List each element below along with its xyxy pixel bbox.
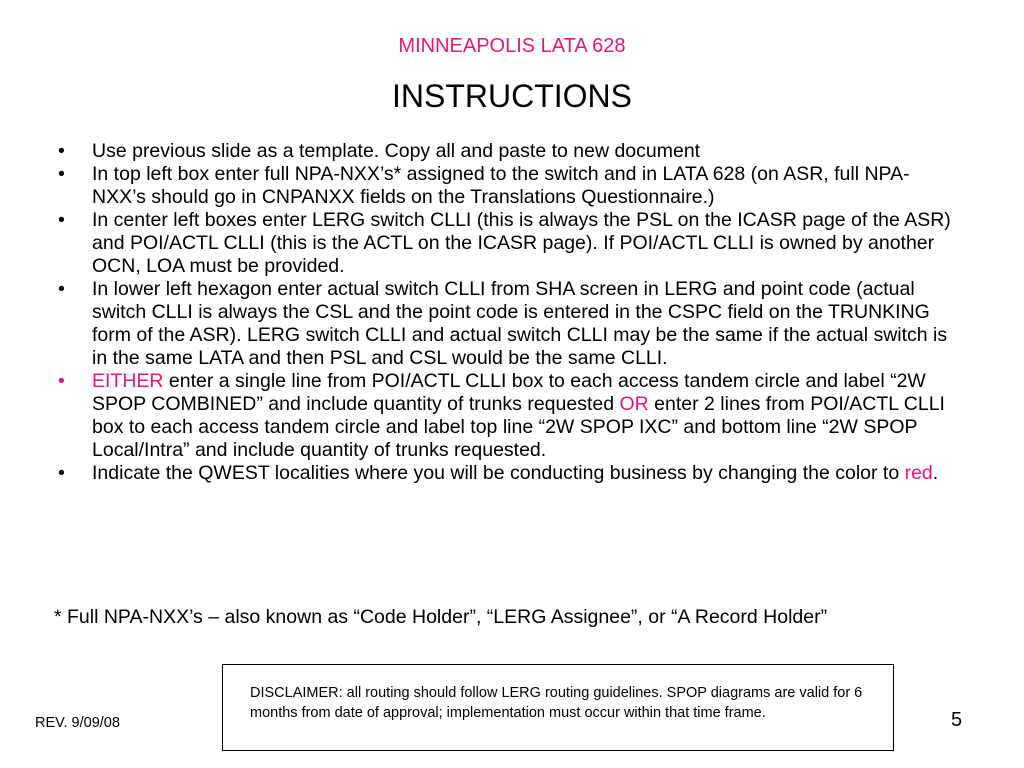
bullet-icon: • (58, 140, 65, 162)
list-item-text: enter a single line from POI/ACTL CLLI box to each access tandem circle and label “2W SPOP COMBINED” and include quantity of trunks requested (92, 370, 926, 415)
list-item (58, 462, 963, 485)
list-item-text: . (932, 462, 939, 484)
page-number: 5 (951, 709, 963, 731)
list-item (58, 370, 963, 462)
bullet-icon: • (58, 462, 65, 484)
list-item (58, 163, 963, 209)
either-keyword: EITHER (92, 370, 164, 392)
bullet-icon: • (58, 278, 65, 300)
list-item (58, 140, 963, 163)
list-item (58, 278, 963, 370)
or-keyword: OR (619, 393, 649, 415)
list-item-text: enter 2 lines from POI/ACTL CLLI box to each access tandem circle and label top line “2W SPOP IXC” and bottom line “2W SPOP Local/Intra” and include quantity of trunks requested. (92, 393, 945, 461)
slide-title: MINNEAPOLIS LATA 628 (398, 35, 626, 57)
list-item-text: In top left box enter full NPA-NXX’s* assigned to the switch and in LATA 628 (on ASR, full NPA-NXX’s should go in CNPANXX fields on the Translations Questionnaire.) (92, 163, 910, 208)
list-item-text: Indicate the QWEST localities where you will be conducting business by changing the color to (92, 462, 905, 484)
list-item-text: In center left boxes enter LERG switch CLLI (this is always the PSL on the ICASR page of the ASR) and POI/ACTL CLLI (this is the ACTL on the ICASR page). If POI/ACTL CLLI is owned by another OCN, LOA must be provided. (92, 209, 951, 277)
slide-subtitle: INSTRUCTIONS (392, 78, 632, 114)
bullet-icon: • (58, 370, 65, 392)
bullet-icon: • (58, 163, 65, 185)
red-keyword: red (904, 462, 933, 484)
bullet-icon: • (58, 209, 65, 231)
disclaimer-text: DISCLAIMER: all routing should follow LERG routing guidelines. SPOP diagrams are valid for 6 months from date of approval; implementation must occur within that time frame. (250, 685, 863, 721)
list-item-text: In lower left hexagon enter actual switch CLLI from SHA screen in LERG and point code (actual switch CLLI is always the CSL and the point code is entered in the CSPC field on the TRUNKING form of the ASR). LERG switch CLLI and actual switch CLLI may be the same if the actual switch is in the same LATA and then PSL and CSL would be the same CLLI. (92, 278, 948, 369)
list-item-text: Use previous slide as a template. Copy all and paste to new document (92, 140, 701, 162)
instruction-list (58, 140, 963, 485)
footnote: * Full NPA-NXX’s – also known as “Code Holder”, “LERG Assignee”, or “A Record Holder” (54, 606, 828, 628)
revision-label: REV. 9/09/08 (35, 715, 120, 731)
disclaimer-box (222, 664, 894, 751)
list-item (58, 209, 963, 278)
